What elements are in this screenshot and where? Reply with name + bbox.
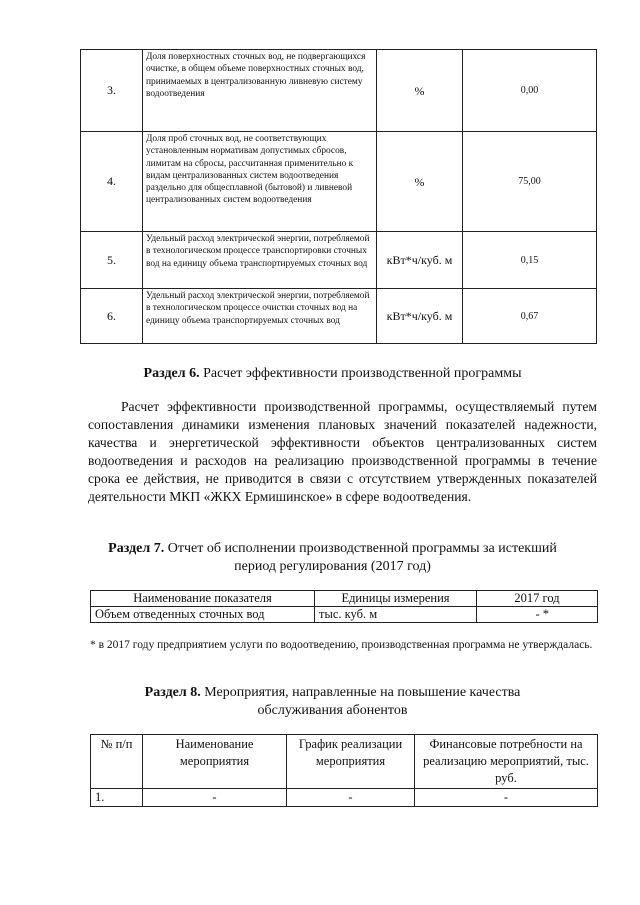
table-row	[91, 789, 598, 807]
indicator-description: Доля поверхностных сточных вод, не подвергающихся очистке, в общем объеме поверхностных сточных вод, принимаемых в централизованную ливневую систему водоотведения	[143, 50, 377, 132]
table-cell: -	[287, 789, 415, 807]
section8-title-line2: обслуживания абонентов	[257, 703, 408, 718]
row-number: 5.	[81, 232, 143, 289]
table-header-row	[91, 591, 598, 607]
table-row	[81, 132, 597, 232]
indicator-description: Удельный расход электрической энергии, потребляемой в технологическом процессе очистки сточных вод на единицу объема транспортируемых сточных вод	[143, 289, 377, 344]
indicator-description: Удельный расход электрической энергии, потребляемой в технологическом процессе транспортировки сточных вод на единицу объема транспортируемых сточных вод	[143, 232, 377, 289]
indicator-value: 75,00	[463, 132, 597, 232]
section8-label: Раздел 8.	[144, 685, 201, 700]
table-cell: -	[415, 789, 598, 807]
table-header-row	[91, 735, 598, 789]
table-cell: -	[143, 789, 287, 807]
row-number: 6.	[81, 289, 143, 344]
section7-label: Раздел 7.	[108, 541, 165, 556]
table-row	[81, 50, 597, 132]
indicator-unit: %	[377, 50, 463, 132]
indicator-description: Доля проб сточных вод, не соответствующих установленным нормативам допустимых сбросов, лимитам на сбросы, рассчитанная применительно к видам централизованных систем водоотведения раздельно для общесплавной (бытовой) и ливневой централизованных систем водоотведения	[143, 132, 377, 232]
row-number: 3.	[81, 50, 143, 132]
section7-title-line1: Отчет об исполнении производственной программы за истекший	[164, 541, 557, 556]
indicators-table	[80, 49, 597, 344]
column-header: Финансовые потребности на реализацию мероприятий, тыс. руб.	[415, 735, 598, 789]
column-header: № п/п	[91, 735, 143, 789]
indicator-value: 0,15	[463, 232, 597, 289]
measures-table	[90, 734, 598, 807]
column-header: Наименование мероприятия	[143, 735, 287, 789]
table-row	[91, 607, 598, 623]
row-number: 4.	[81, 132, 143, 232]
table-cell: - *	[477, 607, 598, 623]
column-header: Наименование показателя	[91, 591, 315, 607]
table-cell: тыс. куб. м	[315, 607, 477, 623]
section8-heading	[60, 684, 605, 720]
section7-heading	[60, 540, 605, 576]
footnote: * в 2017 году предприятием услуги по водоотведению, производственная программа не утверждалась.	[90, 639, 593, 651]
table-cell: Объем отведенных сточных вод	[91, 607, 315, 623]
column-header: График реализации мероприятия	[287, 735, 415, 789]
section6-text: Расчет эффективности производственной программы, осуществляемый путем сопоставления динамики изменения плановых значений показателей надежности, качества и энергетической эффективности объектов централизованных систем водоотведения и расходов на реализацию производственной программы в течение срока ее действия, не приводится в связи с отсутствием утвержденных показателей деятельности МКП «ЖКХ Ермишинское» в сфере водоотведения.	[88, 399, 597, 504]
section6-title: Расчет эффективности производственной программы	[199, 366, 522, 381]
section6-label: Раздел 6.	[143, 366, 200, 381]
indicator-value: 0,67	[463, 289, 597, 344]
report-table	[90, 590, 598, 623]
section6-paragraph	[88, 398, 597, 506]
column-header: Единицы измерения	[315, 591, 477, 607]
indicator-value: 0,00	[463, 50, 597, 132]
section7-title-line2: период регулирования (2017 год)	[234, 559, 431, 574]
indicator-unit: кВт*ч/куб. м	[377, 232, 463, 289]
table-row	[81, 232, 597, 289]
section6-heading	[60, 365, 605, 383]
table-row	[81, 289, 597, 344]
indicator-unit: %	[377, 132, 463, 232]
column-header: 2017 год	[477, 591, 598, 607]
section8-title-line1: Мероприятия, направленные на повышение качества	[200, 685, 521, 700]
indicator-unit: кВт*ч/куб. м	[377, 289, 463, 344]
table-cell: 1.	[91, 789, 143, 807]
